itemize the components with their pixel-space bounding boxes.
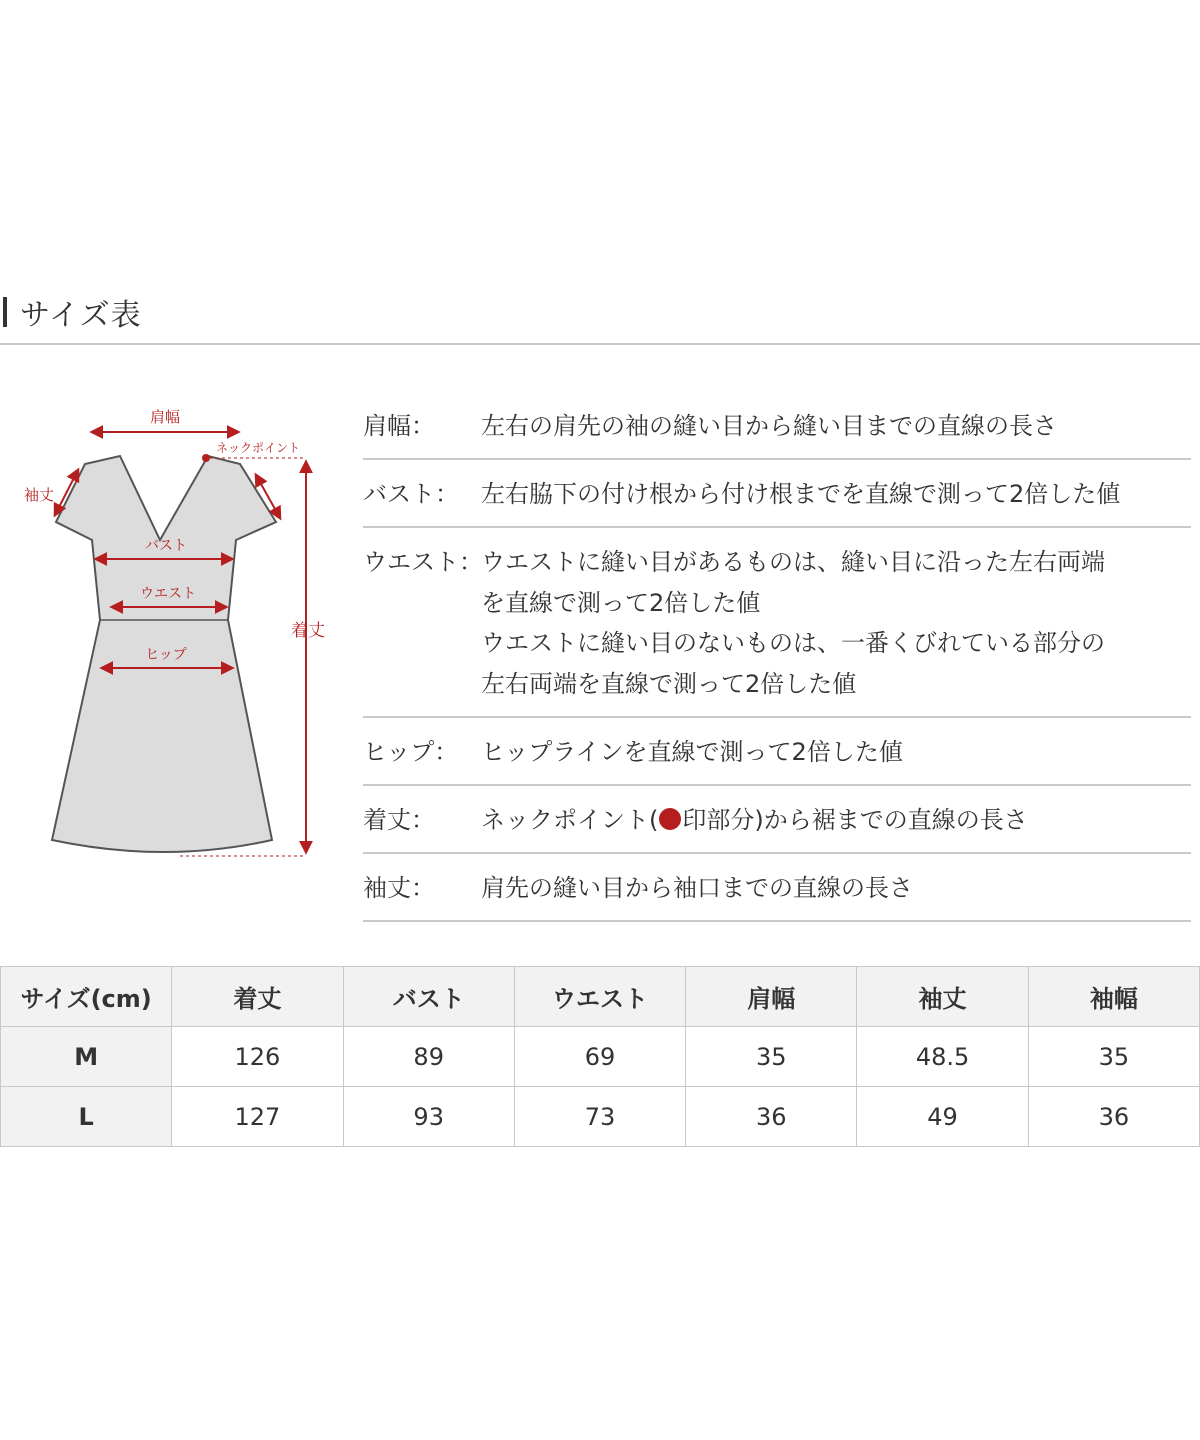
table-cell: 36	[686, 1087, 857, 1147]
dress-measurement-diagram	[0, 390, 350, 880]
definition-text: を直線で測って2倍した値	[481, 588, 761, 617]
waist-label: ウエスト	[140, 586, 196, 602]
size-table	[0, 966, 1200, 1147]
definition-row	[363, 786, 1191, 854]
definition-row	[363, 528, 1191, 718]
definition-text: ウエストに縫い目のないものは、一番くびれている部分の	[481, 629, 1105, 657]
neck-point-label: ネックポイント	[216, 441, 301, 455]
column-header: 着丈	[172, 967, 343, 1027]
column-header: サイズ(cm)	[1, 967, 172, 1027]
measurement-definitions	[363, 392, 1191, 922]
definition-text-before: ネックポイント(	[481, 806, 659, 834]
definition-row	[363, 392, 1191, 460]
definition-text-after: 印部分)から裾までの直線の長さ	[682, 806, 1028, 834]
definition-term: バスト：	[363, 480, 459, 508]
definition-term: 着丈：	[363, 806, 435, 834]
column-header: ウエスト	[514, 967, 685, 1027]
table-cell: 89	[343, 1027, 514, 1087]
definition-text: ウエストに縫い目があるものは、縫い目に沿った左右両端	[481, 548, 1105, 576]
page-title: サイズ表	[20, 298, 142, 333]
size-cell: L	[1, 1087, 172, 1147]
definition-row	[363, 854, 1191, 922]
table-cell: 49	[857, 1087, 1028, 1147]
definition-text: 左右脇下の付け根から付け根までを直線で測って2倍した値	[481, 480, 1121, 508]
red-dot-icon	[659, 808, 681, 830]
column-header: 袖幅	[1028, 967, 1199, 1027]
definition-term: 肩幅：	[363, 412, 435, 440]
column-header: バスト	[343, 967, 514, 1027]
definition-term: 袖丈：	[363, 874, 435, 902]
hip-label: ヒップ	[145, 647, 187, 663]
definition-term: ヒップ：	[363, 738, 459, 766]
definition-text	[481, 800, 1191, 840]
table-row	[1, 1027, 1200, 1087]
table-cell: 69	[514, 1027, 685, 1087]
definition-text: ヒップラインを直線で測って2倍した値	[481, 738, 903, 766]
definition-row	[363, 460, 1191, 528]
size-cell: M	[1, 1027, 172, 1087]
table-cell: 127	[172, 1087, 343, 1147]
heading-divider	[0, 343, 1200, 345]
length-label: 着丈	[291, 621, 325, 641]
bust-label: バスト	[145, 538, 187, 554]
table-cell: 73	[514, 1087, 685, 1147]
table-cell: 35	[1028, 1027, 1199, 1087]
column-header: 肩幅	[686, 967, 857, 1027]
section-heading	[0, 292, 142, 332]
table-header-row	[1, 967, 1200, 1027]
definition-row	[363, 718, 1191, 786]
definition-term: ウエスト：	[363, 548, 483, 576]
table-cell: 126	[172, 1027, 343, 1087]
neck-point-dot	[202, 454, 210, 462]
definition-text: 左右の肩先の袖の縫い目から縫い目までの直線の長さ	[481, 412, 1057, 440]
heading-bar	[3, 297, 7, 327]
definition-text: 左右両端を直線で測って2倍した値	[481, 669, 857, 698]
table-cell: 48.5	[857, 1027, 1028, 1087]
table-row	[1, 1087, 1200, 1147]
shoulder-label: 肩幅	[149, 408, 181, 426]
sleeve-label: 袖丈	[24, 486, 55, 504]
table-cell: 35	[686, 1027, 857, 1087]
definition-text: 肩先の縫い目から袖口までの直線の長さ	[481, 874, 913, 902]
table-cell: 93	[343, 1087, 514, 1147]
table-cell: 36	[1028, 1087, 1199, 1147]
column-header: 袖丈	[857, 967, 1028, 1027]
